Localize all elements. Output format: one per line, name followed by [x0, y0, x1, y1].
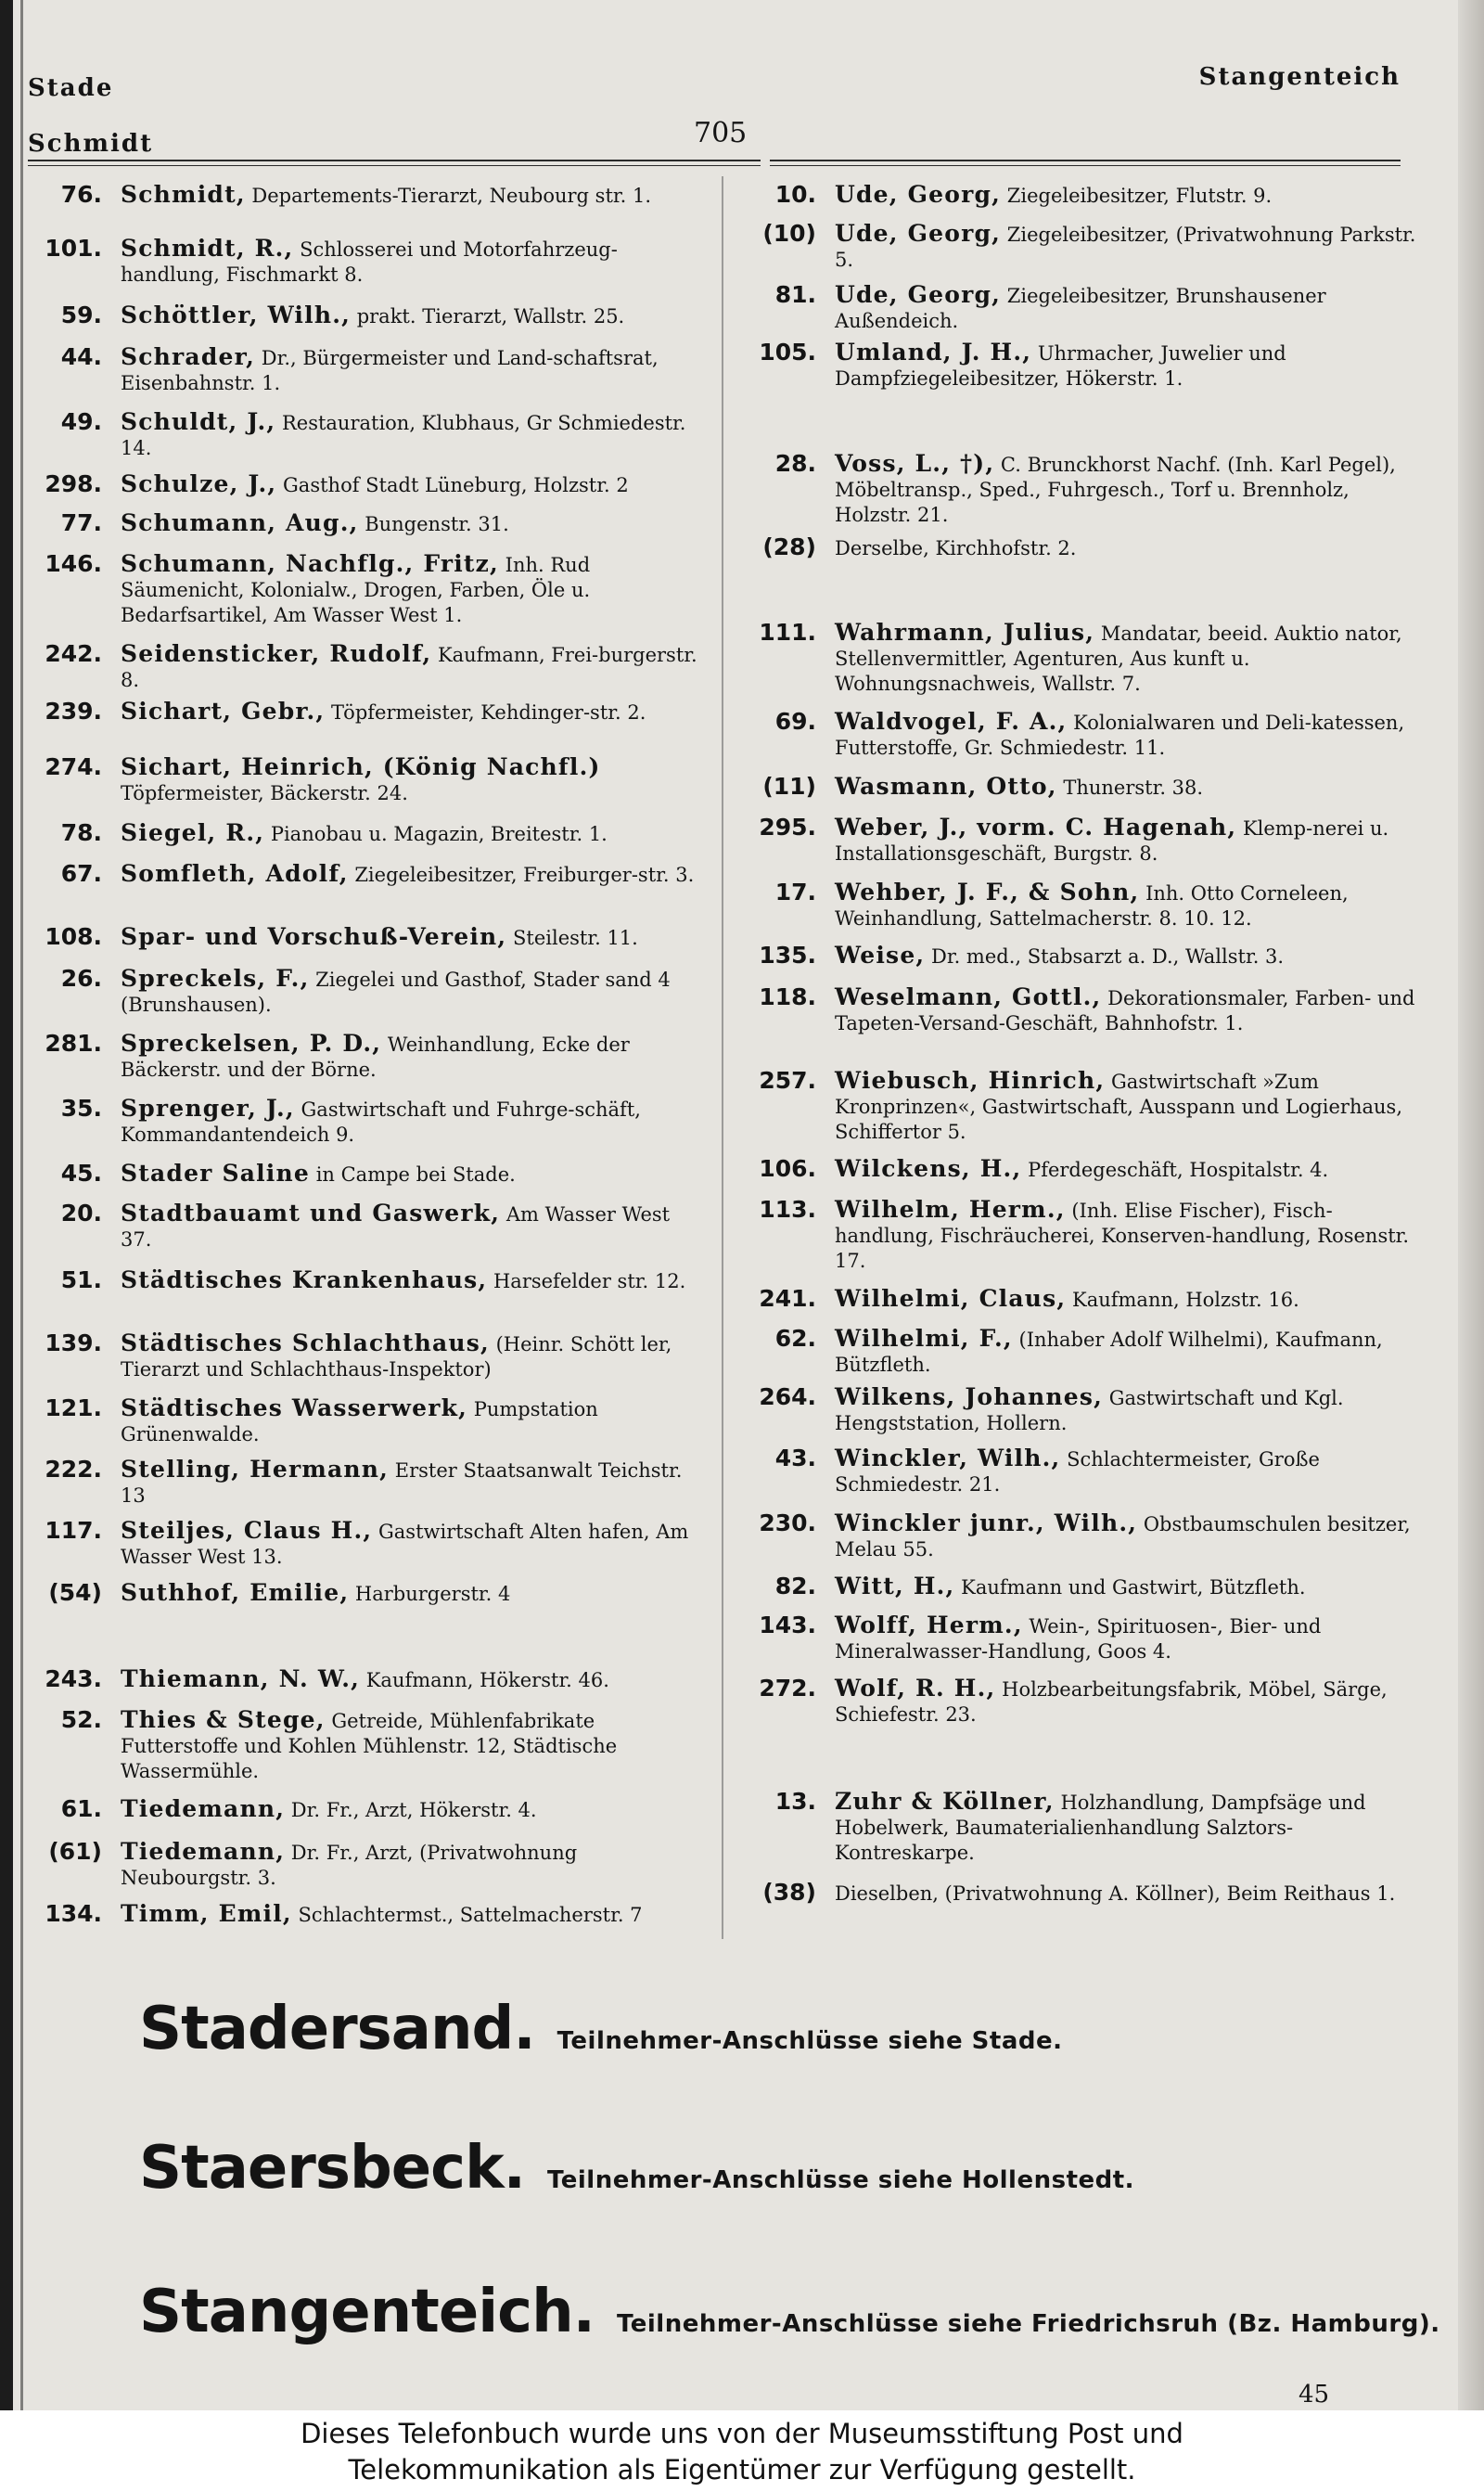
entry-name: Umland, J. H., [835, 339, 1032, 366]
directory-entry [742, 1510, 1419, 1562]
entry-name: Schulze, J., [121, 470, 277, 497]
entry-details: C. Brunckhorst Nachf. (Inh. Karl Pegel), Möbeltransp., Sped., Fuhrgesch., Torf u. Brennholz, Holzstr. 21. [835, 454, 1396, 526]
header-page-number: 705 [694, 117, 748, 149]
entry-details: (Inh. Elise Fischer), Fisch-handlung, Fischräucherei, Konserven-handlung, Rosenstr. 17. [835, 1200, 1410, 1272]
entry-number: 69. [774, 708, 816, 735]
directory-entry [742, 1789, 1419, 1866]
entry-number: (11) [762, 773, 816, 800]
entry-name: Weselmann, Gottl., [835, 983, 1102, 1010]
place-name: Staersbeck. [139, 2134, 525, 2203]
footer-line-1: Dieses Telefonbuch wurde uns von der Museumsstiftung Post und [301, 2418, 1183, 2449]
directory-entry [742, 1445, 1419, 1497]
entry-number: 28. [774, 450, 816, 477]
entry-name: Ude, Georg, [835, 181, 1002, 208]
entry-number: 43. [774, 1445, 816, 1471]
entry-number: (10) [762, 220, 816, 247]
entry-details: Steilestr. 11. [513, 927, 638, 949]
entry-details: Thunerstr. 38. [1063, 777, 1204, 799]
entry-number: 20. [60, 1200, 102, 1227]
entry-number: 67. [60, 860, 102, 887]
directory-entry [742, 1574, 1419, 1600]
entry-details: Pianobau u. Magazin, Breitestr. 1. [270, 823, 608, 845]
entry-name: Städtisches Wasserwerk, [121, 1394, 468, 1421]
entry-number: 26. [60, 965, 102, 992]
entry-number: 113. [759, 1196, 816, 1223]
entry-details: Gastwirtschaft »Zum Kronprinzen«, Gastwirtschaft, Ausspann und Logierhaus, Schiffertor 5. [835, 1071, 1402, 1143]
place-heading-stadersand [139, 1995, 1062, 2063]
entry-number: 17. [774, 879, 816, 906]
entry-name: Stader Saline [121, 1160, 310, 1187]
entry-name: Stelling, Hermann, [121, 1456, 390, 1483]
entry-details: Schlachtermeister, Große Schmiedestr. 21. [835, 1448, 1320, 1496]
entry-number: 61. [60, 1795, 102, 1822]
entry-number: 101. [45, 235, 102, 262]
entry-number: (54) [48, 1579, 102, 1606]
directory-entry [28, 1267, 705, 1294]
directory-entry [28, 1901, 705, 1928]
entry-name: Schrader, [121, 343, 256, 370]
directory-entry [28, 409, 705, 461]
place-reference: Teilnehmer-Anschlüsse siehe Friedrichsruh (Bz. Hamburg). [616, 2310, 1440, 2338]
entry-details: Gasthof Stadt Lüneburg, Holzstr. 2 [283, 474, 629, 496]
entry-details: Pferdegeschäft, Hospitalstr. 4. [1028, 1159, 1329, 1181]
entry-details: Schlachtermst., Sattelmacherstr. 7 [298, 1904, 643, 1926]
entry-details: in Campe bei Stade. [315, 1163, 516, 1186]
entry-details: Mandatar, beeid. Auktio nator, Stellenvermittler, Agenturen, Aus kunft u. Wohnungsnachweis, Wallstr. 7. [835, 623, 1402, 695]
entry-number: (61) [48, 1838, 102, 1865]
entry-name: Zuhr & Köllner, [835, 1788, 1055, 1815]
directory-entry [28, 1201, 705, 1252]
entry-details: Obstbaumschulen besitzer, Melau 55. [835, 1513, 1411, 1561]
entry-number: 10. [774, 181, 816, 208]
directory-entry [742, 1880, 1419, 1907]
entry-name: Schuldt, J., [121, 408, 276, 435]
entry-name: Städtisches Krankenhaus, [121, 1266, 488, 1293]
entry-details: Klemp-nerei u. Installationsgeschäft, Burgstr. 8. [835, 817, 1389, 865]
entry-name: Weise, [835, 942, 926, 969]
entry-number: 143. [759, 1612, 816, 1638]
place-name: Stangenteich. [139, 2278, 595, 2346]
entry-details: prakt. Tierarzt, Wallstr. 25. [356, 305, 625, 328]
directory-entry [28, 1330, 705, 1382]
header-name-left: Schmidt [28, 130, 154, 158]
entry-details: Ziegeleibesitzer, Flutstr. 9. [1006, 185, 1273, 207]
entry-name: Spar- und Vorschuß-Verein, [121, 923, 507, 950]
entry-details: Restauration, Klubhaus, Gr Schmiedestr. 14. [121, 412, 686, 459]
directory-entry [742, 282, 1419, 334]
entry-number: 118. [759, 983, 816, 1010]
entry-number: 139. [45, 1329, 102, 1356]
place-reference: Teilnehmer-Anschlüsse siehe Hollenstedt. [546, 2166, 1135, 2194]
directory-entry [742, 1676, 1419, 1728]
entry-details: Kaufmann und Gastwirt, Bützfleth. [961, 1576, 1306, 1599]
entry-name: Timm, Emil, [121, 1900, 292, 1927]
directory-entry [742, 880, 1419, 931]
entry-details: Ziegeleibesitzer, Freiburger-str. 3. [354, 864, 695, 886]
entry-details: Bungenstr. 31. [365, 513, 509, 535]
entry-details: Derselbe, Kirchhofstr. 2. [835, 537, 1077, 559]
entry-details: Töpfermeister, Bäckerstr. 24. [121, 782, 408, 804]
entry-number: 222. [45, 1456, 102, 1483]
entry-number: 264. [759, 1383, 816, 1410]
entry-details: Ziegeleibesitzer, Brunshausener Außendeich. [835, 285, 1326, 332]
entry-name: Siegel, R., [121, 819, 265, 846]
directory-entry [28, 924, 705, 951]
entry-details: Dekorationsmaler, Farben- und Tapeten-Versand-Geschäft, Bahnhofstr. 1. [835, 987, 1415, 1034]
entry-details: Holzbearbeitungsfabrik, Möbel, Särge, Schiefestr. 23. [835, 1678, 1388, 1726]
directory-entry [742, 984, 1419, 1036]
directory-entry [28, 551, 705, 628]
entry-details: Harburgerstr. 4 [354, 1583, 511, 1605]
entry-details: Schlosserei und Motorfahrzeug-handlung, Fischmarkt 8. [121, 238, 618, 286]
entry-details: Wein-, Spirituosen-, Bier- und Mineralwasser-Handlung, Goos 4. [835, 1615, 1322, 1663]
entry-name: Spreckelsen, P. D., [121, 1030, 382, 1057]
directory-entry [28, 1580, 705, 1607]
entry-number: 108. [45, 923, 102, 950]
entry-details: Gastwirtschaft und Fuhrge-schäft, Kommandantendeich 9. [121, 1098, 641, 1146]
entry-name: Schumann, Aug., [121, 509, 359, 536]
entry-name: Winckler, Wilh., [835, 1445, 1061, 1471]
entry-details: Uhrmacher, Juwelier und Dampfziegeleibesitzer, Hökerstr. 1. [835, 342, 1286, 390]
directory-entry [28, 699, 705, 726]
entry-details: Holzhandlung, Dampfsäge und Hobelwerk, Baumaterialienhandlung Salztors-Kontreskarpe. [835, 1792, 1366, 1864]
directory-entry [28, 1518, 705, 1570]
entry-number: 281. [45, 1030, 102, 1057]
directory-entry [742, 182, 1419, 209]
entry-name: Wolf, R. H., [835, 1675, 996, 1702]
header-rule-right [770, 160, 1401, 161]
directory-entry [742, 1326, 1419, 1378]
directory-entry [28, 510, 705, 537]
entry-number: 78. [60, 819, 102, 846]
entry-details: Ziegelei und Gasthof, Stader sand 4 (Brunshausen). [121, 969, 671, 1016]
directory-entry [28, 1161, 705, 1188]
entry-number: 82. [774, 1573, 816, 1599]
entry-number: 243. [45, 1665, 102, 1692]
entry-number: 52. [60, 1706, 102, 1733]
directory-entry [28, 1666, 705, 1693]
entry-number: 239. [45, 698, 102, 725]
directory-entry [28, 1096, 705, 1148]
entry-name: Sichart, Heinrich, (König Nachfl.) [121, 753, 601, 780]
entry-number: 111. [759, 619, 816, 646]
directory-entry [742, 1197, 1419, 1274]
directory-entry [742, 620, 1419, 697]
directory-entry [28, 861, 705, 888]
entry-name: Tiedemann, [121, 1795, 286, 1822]
entry-number: 51. [60, 1266, 102, 1293]
page-folio: 45 [1298, 2381, 1330, 2409]
entry-name: Steiljes, Claus H., [121, 1517, 373, 1544]
entry-name: Wilhelm, Herm., [835, 1196, 1066, 1223]
entry-details: Dr. Fr., Arzt, (Privatwohnung Neubourgstr. 3. [121, 1842, 578, 1889]
entry-details: Weinhandlung, Ecke der Bäckerstr. und der Börne. [121, 1034, 630, 1081]
entry-details: Am Wasser West 37. [121, 1203, 671, 1251]
header-place-right: Stangenteich [1198, 63, 1401, 91]
place-name: Stadersand. [139, 1995, 535, 2063]
entry-number: 49. [60, 408, 102, 435]
entry-details: Dieselben, (Privatwohnung A. Köllner), Beim Reithaus 1. [835, 1882, 1396, 1905]
directory-entry [28, 471, 705, 498]
book-spine-shadow [0, 0, 13, 2410]
entry-details: Kaufmann, Frei-burgerstr. 8. [121, 644, 697, 691]
entry-name: Wahrmann, Julius, [835, 619, 1095, 646]
entry-details: Getreide, Mühlenfabrikate Futterstoffe und Kohlen Mühlenstr. 12, Städtische Wassermühle. [121, 1710, 618, 1782]
entry-number: 298. [45, 470, 102, 497]
entry-name: Wehber, J. F., & Sohn, [835, 879, 1140, 906]
directory-entry [28, 754, 705, 806]
entry-name: Wilhelmi, Claus, [835, 1285, 1067, 1312]
entry-details: (Inhaber Adolf Wilhelmi), Kaufmann, Bützfleth. [835, 1329, 1383, 1376]
entry-name: Thies & Stege, [121, 1706, 326, 1733]
entry-number: 257. [759, 1067, 816, 1094]
place-heading-staersbeck [139, 2134, 1134, 2203]
footer-line-2: Telekommunikation als Eigentümer zur Verfügung gestellt. [348, 2454, 1136, 2486]
entry-name: Schöttler, Wilh., [121, 302, 352, 328]
entry-details: Dr. Fr., Arzt, Hökerstr. 4. [290, 1799, 537, 1821]
column-divider [722, 176, 723, 1939]
entry-name: Voss, L., †), [835, 450, 995, 477]
entry-details: Pumpstation Grünenwalde. [121, 1398, 598, 1445]
entry-name: Spreckels, F., [121, 965, 310, 992]
entry-details: Departements-Tierarzt, Neubourg str. 1. [251, 185, 652, 207]
directory-entry [742, 451, 1419, 528]
directory-entry [742, 340, 1419, 392]
directory-entry [28, 1796, 705, 1823]
entry-number: (28) [762, 533, 816, 560]
directory-entry [742, 709, 1419, 761]
entry-details: Gastwirtschaft und Kgl. Hengststation, Hollern. [835, 1387, 1344, 1434]
directory-entry [28, 1707, 705, 1784]
header-rule-left [28, 160, 761, 161]
entry-details: Töpfermeister, Kehdinger-str. 2. [330, 701, 646, 724]
book-spine-line [20, 0, 23, 2410]
entry-details: Kolonialwaren und Deli-katessen, Futterstoffe, Gr. Schmiedestr. 11. [835, 712, 1405, 759]
entry-number: 134. [45, 1900, 102, 1927]
entry-name: Waldvogel, F. A., [835, 708, 1068, 735]
directory-entry [28, 1395, 705, 1447]
entry-name: Witt, H., [835, 1573, 955, 1599]
entry-name: Wilckens, H., [835, 1155, 1022, 1182]
entry-details: Gastwirtschaft Alten hafen, Am Wasser West 13. [121, 1521, 689, 1568]
entry-number: 106. [759, 1155, 816, 1182]
entry-number: 146. [45, 550, 102, 577]
entry-number: 135. [759, 942, 816, 969]
entry-number: 117. [45, 1517, 102, 1544]
entry-name: Sprenger, J., [121, 1095, 295, 1122]
entry-name: Schmidt, R., [121, 235, 294, 262]
directory-entry [28, 344, 705, 396]
directory-entry [28, 1457, 705, 1509]
directory-entry [742, 815, 1419, 867]
page-edge-shadow [1458, 0, 1484, 2410]
entry-name: Somfleth, Adolf, [121, 860, 349, 887]
entry-name: Winckler junr., Wilh., [835, 1509, 1138, 1536]
directory-entry [28, 966, 705, 1018]
entry-number: 121. [45, 1394, 102, 1421]
directory-entry [28, 1031, 705, 1083]
entry-name: Wilkens, Johannes, [835, 1383, 1104, 1410]
entry-details: Erster Staatsanwalt Teichstr. 13 [121, 1459, 683, 1507]
directory-entry [742, 1068, 1419, 1145]
entry-details: Dr., Bürgermeister und Land-schaftsrat, Eisenbahnstr. 1. [121, 347, 659, 394]
directory-entry [742, 534, 1419, 561]
entry-name: Wilhelmi, F., [835, 1325, 1013, 1352]
entry-name: Wasmann, Otto, [835, 773, 1057, 800]
entry-name: Sichart, Gebr., [121, 698, 326, 725]
entry-number: 274. [45, 753, 102, 780]
directory-entry [28, 1839, 705, 1891]
header-place-left: Stade [28, 74, 114, 102]
entry-number: 59. [60, 302, 102, 328]
entry-name: Wiebusch, Hinrich, [835, 1067, 1106, 1094]
directory-entry [28, 820, 705, 847]
directory-entry [742, 221, 1419, 273]
entry-name: Suthhof, Emilie, [121, 1579, 350, 1606]
entry-name: Städtisches Schlachthaus, [121, 1329, 490, 1356]
entry-name: Ude, Georg, [835, 220, 1002, 247]
directory-entry [742, 1384, 1419, 1436]
entry-number: 77. [60, 509, 102, 536]
entry-name: Ude, Georg, [835, 281, 1002, 308]
entry-number: 45. [60, 1160, 102, 1187]
entry-details: Kaufmann, Hökerstr. 46. [365, 1669, 609, 1691]
directory-entry [28, 182, 705, 209]
entry-name: Tiedemann, [121, 1838, 286, 1865]
header-rule-left-thin [28, 165, 761, 166]
directory-entry [742, 1286, 1419, 1313]
entry-details: Inh. Otto Corneleen, Weinhandlung, Sattelmacherstr. 8. 10. 12. [835, 882, 1349, 930]
entry-details: Dr. med., Stabsarzt a. D., Wallstr. 3. [931, 945, 1285, 968]
entry-number: 62. [774, 1325, 816, 1352]
entry-number: 81. [774, 281, 816, 308]
entry-number: 230. [759, 1509, 816, 1536]
place-heading-stangenteich [139, 2278, 1440, 2346]
entry-name: Schumann, Nachflg., Fritz, [121, 550, 499, 577]
entry-number: 241. [759, 1285, 816, 1312]
entry-details: (Heinr. Schött ler, Tierarzt und Schlachthaus-Inspektor) [121, 1333, 672, 1381]
entry-name: Wolff, Herm., [835, 1612, 1023, 1638]
entry-name: Weber, J., vorm. C. Hagenah, [835, 814, 1237, 841]
entry-details: Harsefelder str. 12. [493, 1270, 686, 1292]
entry-name: Schmidt, [121, 181, 246, 208]
header-rule-right-thin [770, 165, 1401, 166]
entry-number: 13. [774, 1788, 816, 1815]
directory-entry [742, 1612, 1419, 1664]
entry-number: 44. [60, 343, 102, 370]
entry-number: 105. [759, 339, 816, 366]
attribution-footer [0, 2410, 1484, 2492]
entry-number: (38) [762, 1879, 816, 1906]
entry-details: Inh. Rud Säumenicht, Kolonialw., Drogen, Farben, Öle u. Bedarfsartikel, Am Wasser West 1. [121, 554, 591, 626]
directory-entry [742, 1156, 1419, 1183]
directory-entry [28, 641, 705, 693]
directory-entry [742, 943, 1419, 970]
directory-entry [742, 774, 1419, 801]
entry-number: 272. [759, 1675, 816, 1702]
entry-name: Thiemann, N. W., [121, 1665, 361, 1692]
place-reference: Teilnehmer-Anschlüsse siehe Stade. [556, 2027, 1063, 2055]
entry-details: Ziegeleibesitzer, (Privatwohnung Parkstr. 5. [835, 224, 1416, 271]
entry-name: Stadtbauamt und Gaswerk, [121, 1200, 501, 1227]
entry-details: Kaufmann, Holzstr. 16. [1072, 1289, 1299, 1311]
entry-number: 242. [45, 640, 102, 667]
entry-number: 295. [759, 814, 816, 841]
directory-entry [28, 302, 705, 329]
entry-number: 76. [60, 181, 102, 208]
directory-entry [28, 236, 705, 288]
entry-name: Seidensticker, Rudolf, [121, 640, 432, 667]
entry-number: 35. [60, 1095, 102, 1122]
